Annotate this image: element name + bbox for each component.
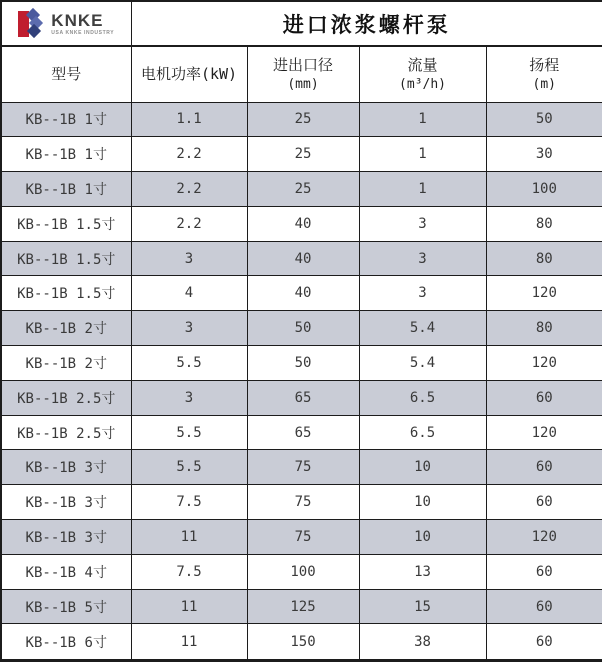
- table-header-row: [1, 46, 602, 102]
- power-cell: 7.5: [131, 554, 247, 589]
- table-row: [1, 276, 602, 311]
- flow-cell: 3: [359, 206, 486, 241]
- diameter-cell: 75: [247, 520, 359, 555]
- model-cell: KB--1B 2寸: [1, 346, 131, 381]
- flow-cell: 6.5: [359, 380, 486, 415]
- head-cell: 60: [486, 450, 602, 485]
- model-cell: KB--1B 1.5寸: [1, 206, 131, 241]
- table-row: [1, 624, 602, 661]
- table-row: [1, 520, 602, 555]
- table-row: [1, 485, 602, 520]
- knke-logo-icon: [18, 9, 44, 39]
- flow-cell: 10: [359, 485, 486, 520]
- power-cell: 5.5: [131, 415, 247, 450]
- logo-cell: [1, 1, 131, 46]
- model-cell: KB--1B 1寸: [1, 137, 131, 172]
- power-cell: 7.5: [131, 485, 247, 520]
- diameter-cell: 75: [247, 485, 359, 520]
- table-row: [1, 380, 602, 415]
- head-cell: 30: [486, 137, 602, 172]
- flow-cell: 3: [359, 241, 486, 276]
- table-row: [1, 137, 602, 172]
- model-cell: KB--1B 6寸: [1, 624, 131, 661]
- diameter-cell: 50: [247, 311, 359, 346]
- diameter-cell: 25: [247, 137, 359, 172]
- power-cell: 3: [131, 311, 247, 346]
- model-cell: KB--1B 1寸: [1, 172, 131, 207]
- power-cell: 1.1: [131, 102, 247, 137]
- model-cell: KB--1B 3寸: [1, 450, 131, 485]
- head-cell: 80: [486, 311, 602, 346]
- table-row: [1, 102, 602, 137]
- head-cell: 60: [486, 485, 602, 520]
- power-cell: 2.2: [131, 206, 247, 241]
- flow-cell: 3: [359, 276, 486, 311]
- head-cell: 60: [486, 589, 602, 624]
- model-cell: KB--1B 1寸: [1, 102, 131, 137]
- column-unit: (mm): [287, 76, 319, 92]
- power-cell: 11: [131, 589, 247, 624]
- brand-title-row: [1, 1, 602, 46]
- power-cell: 4: [131, 276, 247, 311]
- power-cell: 11: [131, 624, 247, 661]
- head-cell: 120: [486, 415, 602, 450]
- brand-subtext: USA KNKE INDUSTRY: [51, 29, 115, 36]
- head-cell: 50: [486, 102, 602, 137]
- model-cell: KB--1B 2.5寸: [1, 380, 131, 415]
- diameter-cell: 75: [247, 450, 359, 485]
- table-row: [1, 311, 602, 346]
- knke-logo: [2, 2, 131, 45]
- column-header-flow: [359, 46, 486, 102]
- column-header-power: [131, 46, 247, 102]
- table-row: [1, 241, 602, 276]
- table-row: [1, 554, 602, 589]
- column-label: 流量: [407, 56, 438, 75]
- diameter-cell: 65: [247, 415, 359, 450]
- diameter-cell: 40: [247, 206, 359, 241]
- page-title: 进口浓浆螺杆泵: [131, 1, 602, 46]
- flow-cell: 10: [359, 520, 486, 555]
- model-cell: KB--1B 3寸: [1, 485, 131, 520]
- column-header-model: [1, 46, 131, 102]
- head-cell: 60: [486, 554, 602, 589]
- head-cell: 120: [486, 520, 602, 555]
- power-cell: 3: [131, 380, 247, 415]
- flow-cell: 13: [359, 554, 486, 589]
- power-cell: 3: [131, 241, 247, 276]
- column-label: 电机功率(kW): [140, 65, 238, 84]
- column-label: 进出口径: [272, 56, 333, 75]
- flow-cell: 5.4: [359, 346, 486, 381]
- head-cell: 60: [486, 380, 602, 415]
- head-cell: 120: [486, 346, 602, 381]
- flow-cell: 1: [359, 137, 486, 172]
- column-header-head: [486, 46, 602, 102]
- flow-cell: 1: [359, 172, 486, 207]
- power-cell: 5.5: [131, 346, 247, 381]
- flow-cell: 38: [359, 624, 486, 661]
- column-label: 扬程: [529, 56, 560, 75]
- diameter-cell: 100: [247, 554, 359, 589]
- diameter-cell: 40: [247, 276, 359, 311]
- head-cell: 120: [486, 276, 602, 311]
- model-cell: KB--1B 1.5寸: [1, 276, 131, 311]
- table-row: [1, 346, 602, 381]
- power-cell: 5.5: [131, 450, 247, 485]
- flow-cell: 5.4: [359, 311, 486, 346]
- model-cell: KB--1B 3寸: [1, 520, 131, 555]
- column-unit: (m³/h): [399, 76, 446, 92]
- column-header-diameter: [247, 46, 359, 102]
- diameter-cell: 150: [247, 624, 359, 661]
- flow-cell: 6.5: [359, 415, 486, 450]
- diameter-cell: 25: [247, 102, 359, 137]
- model-cell: KB--1B 2寸: [1, 311, 131, 346]
- diameter-cell: 40: [247, 241, 359, 276]
- flow-cell: 10: [359, 450, 486, 485]
- flow-cell: 1: [359, 102, 486, 137]
- diameter-cell: 125: [247, 589, 359, 624]
- table-body: [1, 102, 602, 661]
- logo-text: [51, 12, 114, 36]
- table-row: [1, 172, 602, 207]
- model-cell: KB--1B 1.5寸: [1, 241, 131, 276]
- head-cell: 100: [486, 172, 602, 207]
- column-unit: (m): [532, 76, 556, 92]
- table-row: [1, 450, 602, 485]
- column-label: 型号: [51, 65, 82, 84]
- model-cell: KB--1B 2.5寸: [1, 415, 131, 450]
- brand-name: KNKE: [51, 10, 104, 30]
- table-row: [1, 415, 602, 450]
- head-cell: 60: [486, 624, 602, 661]
- power-cell: 11: [131, 520, 247, 555]
- power-cell: 2.2: [131, 137, 247, 172]
- diameter-cell: 25: [247, 172, 359, 207]
- model-cell: KB--1B 5寸: [1, 589, 131, 624]
- head-cell: 80: [486, 206, 602, 241]
- power-cell: 2.2: [131, 172, 247, 207]
- diameter-cell: 65: [247, 380, 359, 415]
- table-row: [1, 589, 602, 624]
- flow-cell: 15: [359, 589, 486, 624]
- model-cell: KB--1B 4寸: [1, 554, 131, 589]
- diameter-cell: 50: [247, 346, 359, 381]
- table-row: [1, 206, 602, 241]
- head-cell: 80: [486, 241, 602, 276]
